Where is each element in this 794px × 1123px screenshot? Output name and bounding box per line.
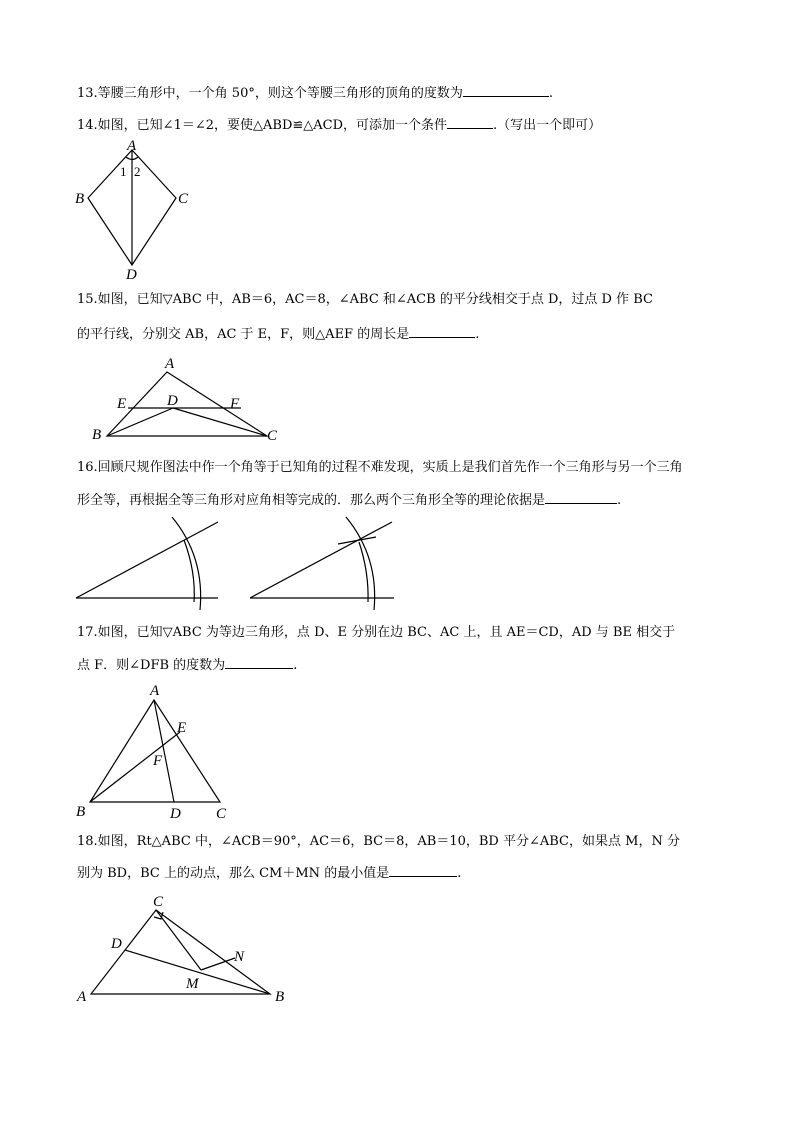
label-angle-2: 2 — [134, 164, 141, 179]
question-16-line-1 — [77, 460, 683, 475]
question-18-line-1 — [77, 834, 680, 849]
label-a: A — [127, 138, 137, 154]
label-a: A — [165, 356, 175, 372]
angle-2-ray-upper — [250, 522, 392, 598]
label-c: C — [178, 191, 189, 207]
angle-1-arc-outer — [172, 517, 201, 610]
question-18-text-2: 别为 BD，BC 上的动点，那么 CM＋MN 的最小值是 — [77, 866, 390, 881]
label-e: E — [117, 396, 127, 412]
angle-2-arc-outer — [346, 517, 375, 610]
label-c: C — [216, 806, 227, 822]
segment-bd — [107, 408, 173, 436]
question-16-suffix: . — [617, 493, 622, 508]
question-13-suffix: . — [548, 86, 553, 101]
label-b: B — [76, 804, 86, 820]
segment-be — [90, 732, 180, 802]
question-17-line-2 — [77, 656, 297, 673]
question-17-suffix: . — [293, 658, 298, 673]
angle-1-ray-upper — [76, 522, 218, 598]
figure-14-kite — [70, 138, 210, 283]
label-d: D — [170, 806, 181, 822]
label-c: C — [267, 428, 278, 444]
figure-16-angle-construction — [70, 512, 410, 617]
question-15-line-2 — [77, 325, 479, 342]
answer-blank-13 — [463, 84, 549, 97]
question-17-text-1: 17.如图，已知▽ABC 为等边三角形，点 D、E 分别在边 BC、AC 上，且 AE＝CD，AD 与 BE 相交于 — [77, 625, 676, 640]
label-f: F — [230, 396, 240, 412]
answer-blank-15 — [409, 325, 475, 338]
angle-2-cross-arc — [338, 537, 376, 544]
label-n: N — [234, 949, 245, 965]
label-c: C — [153, 894, 164, 910]
question-14-text: 14.如图，已知∠1＝∠2，要使△ABD≌△ACD，可添加一个条件 — [77, 118, 448, 133]
question-18-suffix: . — [457, 866, 462, 881]
segment-cd — [173, 408, 267, 436]
question-15-text-2: 的平行线，分别交 AB，AC 于 E，F，则△AEF 的周长是 — [77, 327, 410, 342]
question-18-text-1: 18.如图，Rt△ABC 中，∠ACB＝90°，AC＝6，BC＝8，AB＝10，BD 平分∠ABC，如果点 M，N 分 — [77, 834, 680, 849]
figure-17-equilateral-triangle — [70, 680, 250, 825]
label-a: A — [77, 989, 87, 1005]
answer-blank-14 — [447, 116, 493, 129]
question-15-text-1: 15.如图，已知▽ABC 中，AB＝6，AC＝8，∠ABC 和∠ACB 的平分线相交于点 D，过点 D 作 BC — [77, 292, 653, 307]
label-m: M — [186, 976, 199, 992]
answer-blank-18 — [389, 864, 457, 877]
answer-blank-16 — [545, 491, 617, 504]
label-f: F — [153, 753, 163, 769]
question-17-line-1 — [77, 625, 675, 640]
question-16-text-1: 16.回顾尺规作图法中作一个角等于已知角的过程不难发现，实质上是我们首先作一个三角形与另一个三角 — [77, 460, 683, 475]
label-angle-1: 1 — [120, 164, 127, 179]
label-e: E — [177, 720, 187, 736]
question-14 — [77, 116, 601, 133]
question-15-line-1 — [77, 292, 653, 307]
answer-blank-17 — [225, 656, 293, 669]
question-18-line-2 — [77, 864, 461, 881]
question-13-text: 13.等腰三角形中，一个角 50°，则这个等腰三角形的顶角的度数为 — [77, 86, 463, 101]
figure-18-right-triangle — [70, 888, 300, 1013]
question-16-line-2 — [77, 491, 621, 508]
label-b: B — [92, 427, 102, 443]
label-d: D — [126, 267, 137, 283]
question-15-suffix: . — [475, 327, 480, 342]
label-d: D — [167, 393, 178, 409]
label-b: B — [75, 191, 85, 207]
question-16-text-2: 形全等，再根据全等三角形对应角相等完成的．那么两个三角形全等的理论依据是 — [77, 493, 546, 508]
figure-15-triangle — [85, 352, 285, 447]
question-14-suffix: .（写出一个即可） — [493, 118, 602, 133]
question-13 — [77, 84, 553, 101]
label-a: A — [150, 683, 160, 699]
angle-1-arc-inner — [184, 540, 194, 602]
question-17-text-2: 点 F．则∠DFB 的度数为 — [77, 658, 226, 673]
label-b: B — [275, 989, 285, 1005]
label-d: D — [111, 936, 122, 952]
